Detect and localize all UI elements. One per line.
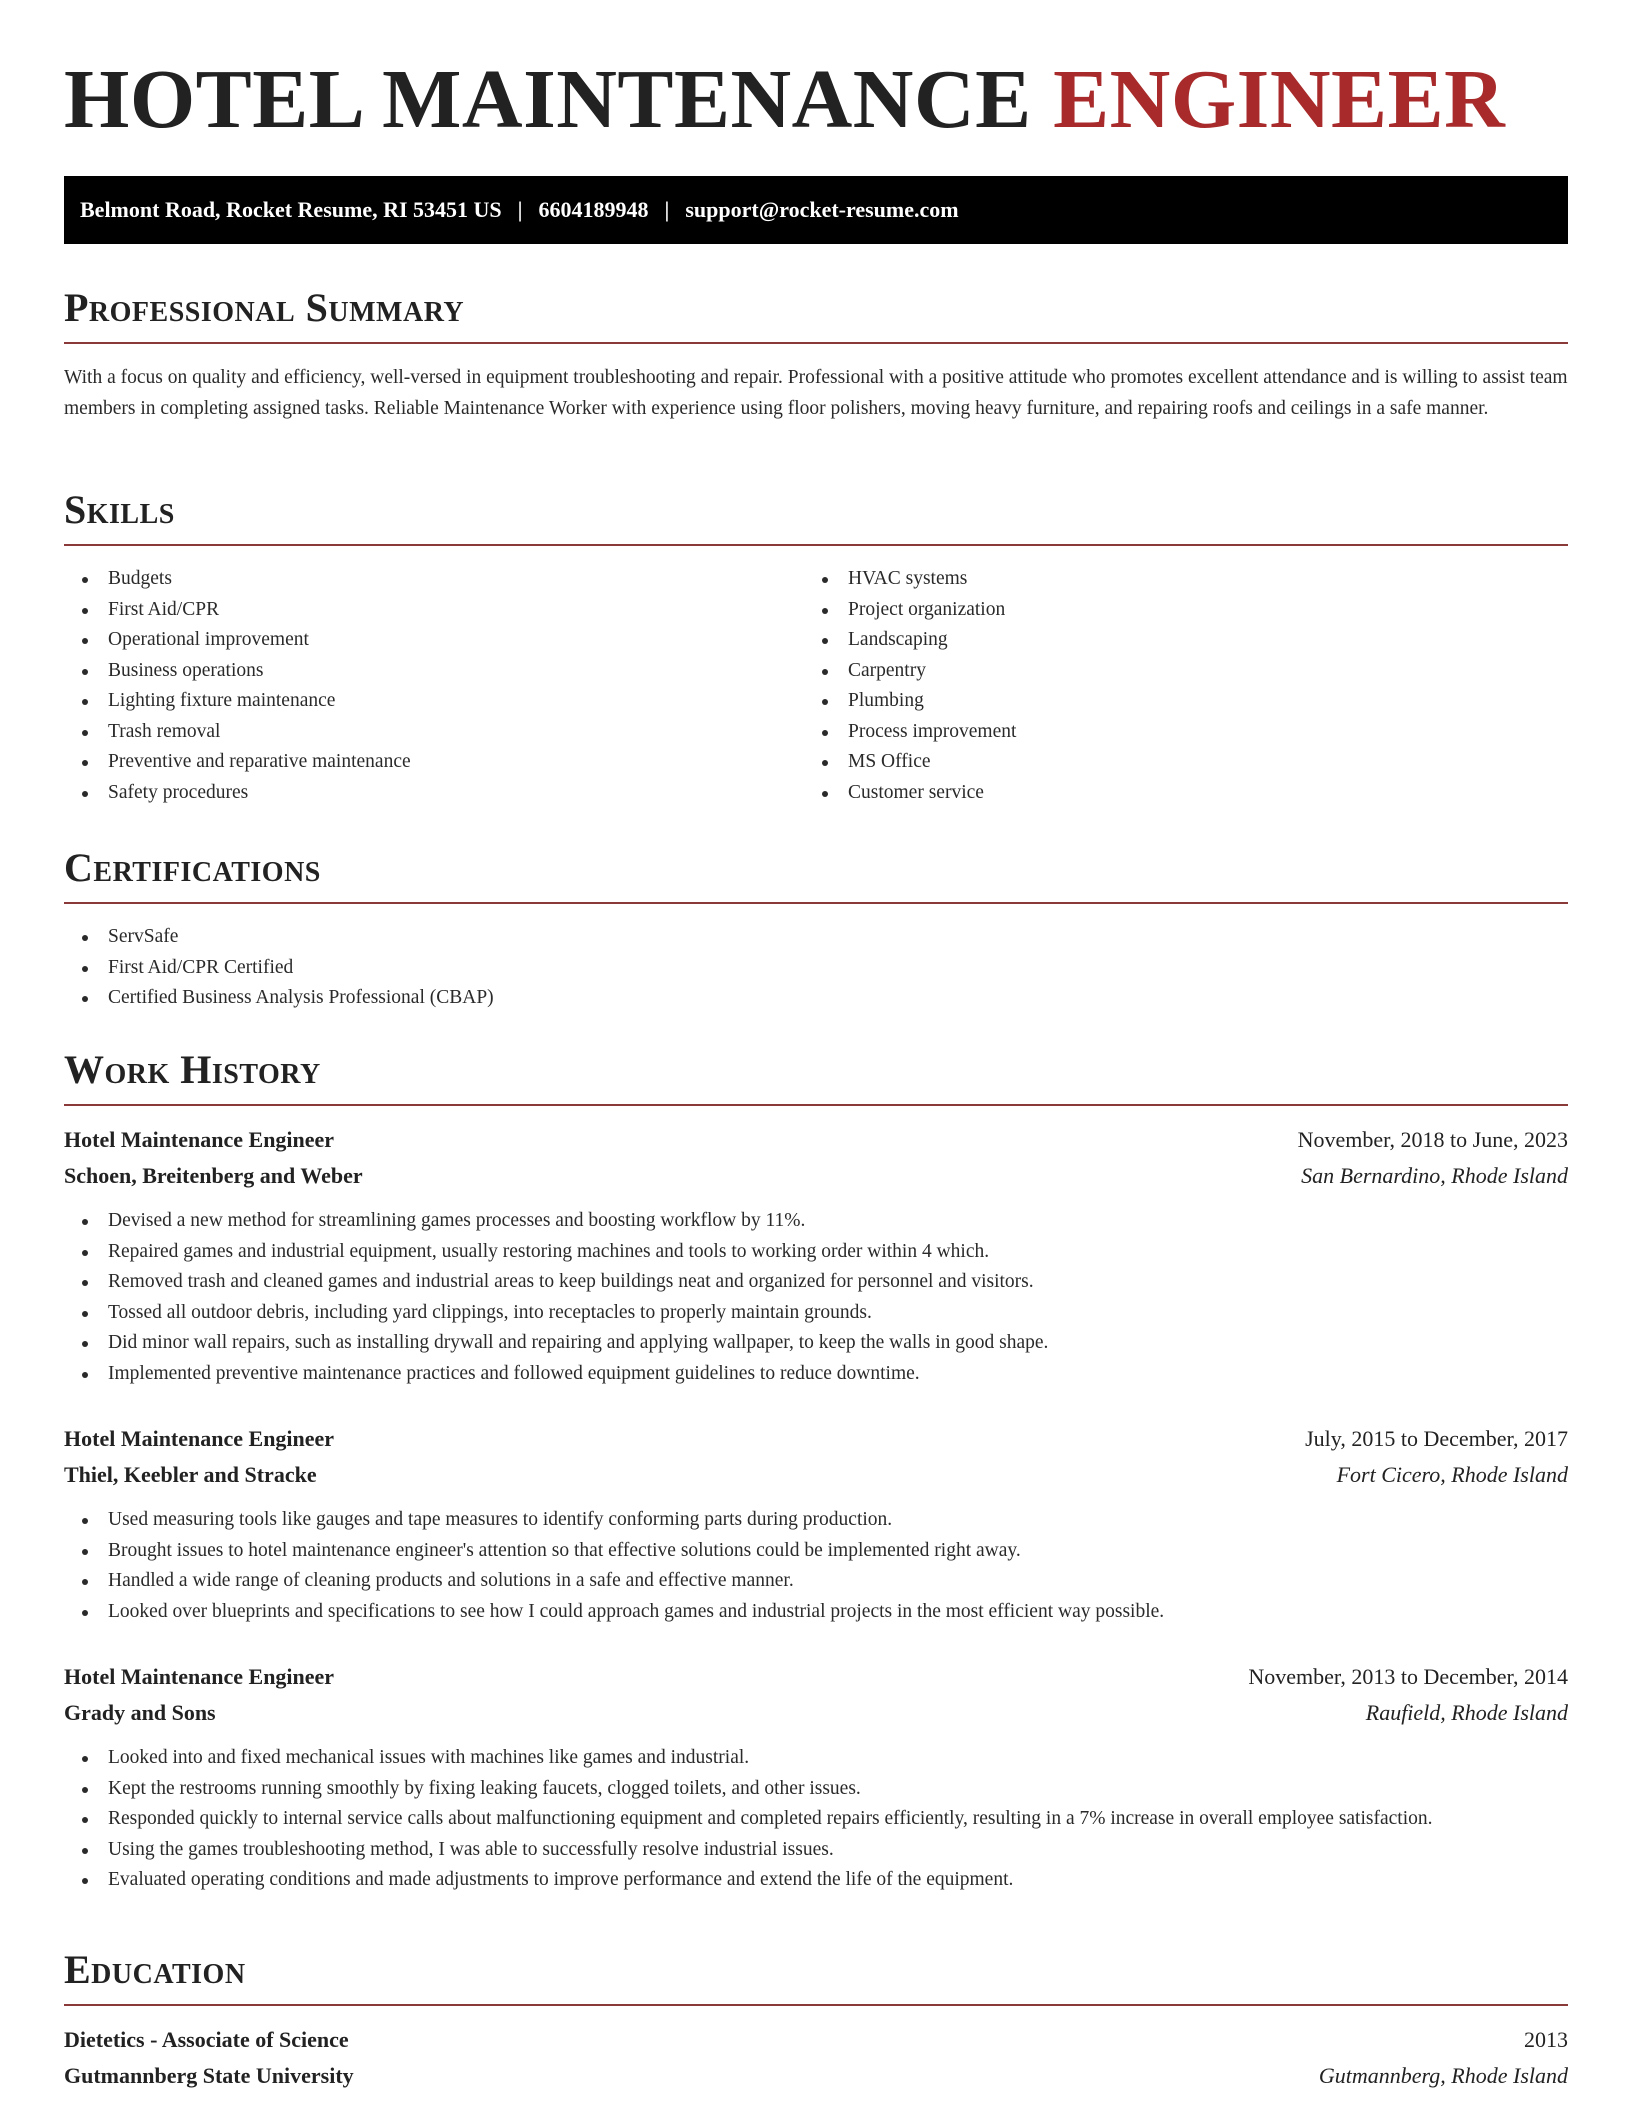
list-item: Looked into and fixed mechanical issues with machines like games and industrial. (64, 1743, 1568, 1774)
job-company-row (64, 1457, 1568, 1493)
job-entry (64, 1659, 1568, 1896)
job-title: Hotel Maintenance Engineer (64, 1664, 335, 1689)
list-item: Process improvement (804, 717, 1544, 748)
education-school: Gutmannberg State University (64, 2063, 354, 2088)
job-duties (64, 1206, 1568, 1389)
contact-separator: | (517, 197, 523, 222)
list-item: First Aid/CPR Certified (64, 953, 1568, 984)
education-entry (64, 2022, 1568, 2094)
list-item: Operational improvement (64, 625, 804, 656)
list-item: Lighting fixture maintenance (64, 686, 804, 717)
job-company: Schoen, Breitenberg and Weber (64, 1163, 363, 1188)
list-item: Brought issues to hotel maintenance engineer's attention so that effective solutions could be implemented right away. (64, 1536, 1568, 1567)
certifications-heading: Certifications (64, 848, 1568, 904)
name-first: HOTEL MAINTENANCE (64, 53, 1032, 146)
education-year: 2013 (1524, 2027, 1568, 2052)
list-item: Plumbing (804, 686, 1544, 717)
education-degree: Dietetics - Associate of Science (64, 2027, 349, 2052)
list-item: Tossed all outdoor debris, including yard clippings, into receptacles to properly maintain grounds. (64, 1298, 1568, 1329)
skills-list-right (804, 564, 1544, 808)
job-title: Hotel Maintenance Engineer (64, 1426, 335, 1451)
job-location: San Bernardino, Rhode Island (1301, 1163, 1568, 1188)
list-item: Implemented preventive maintenance practices and followed equipment guidelines to reduce downtime. (64, 1359, 1568, 1390)
list-item: Handled a wide range of cleaning products and solutions in a safe and effective manner. (64, 1566, 1568, 1597)
skills-heading: Skills (64, 490, 1568, 546)
job-duties (64, 1743, 1568, 1896)
list-item: Evaluated operating conditions and made adjustments to improve performance and extend the life of the equipment. (64, 1865, 1568, 1896)
job-company-row (64, 1158, 1568, 1194)
list-item: Project organization (804, 595, 1544, 626)
job-header-row (64, 1421, 1568, 1457)
job-dates: November, 2018 to June, 2023 (1297, 1127, 1568, 1152)
job-location: Raufield, Rhode Island (1365, 1700, 1568, 1725)
summary-text: With a focus on quality and efficiency, well-versed in equipment troubleshooting and repair. Professional with a positive attitude who promotes excellent attendance and is willing to assist team members in completing assigned tasks. Reliable Maintenance Worker with experience using floor polishers, moving heavy furniture, and repairing roofs and ceilings in a safe manner. (64, 367, 1568, 419)
education-header-row (64, 2022, 1568, 2058)
job-dates: July, 2015 to December, 2017 (1305, 1426, 1568, 1451)
summary-section (64, 285, 1568, 424)
job-dates: November, 2013 to December, 2014 (1248, 1664, 1568, 1689)
list-item: Business operations (64, 656, 804, 687)
skills-grid (64, 564, 1568, 808)
list-item: Carpentry (804, 656, 1544, 687)
job-company-row (64, 1695, 1568, 1731)
list-item: Trash removal (64, 717, 804, 748)
skills-list-left (64, 564, 804, 808)
list-item: Certified Business Analysis Professional (CBAP) (64, 983, 1568, 1014)
list-item: Did minor wall repairs, such as installing drywall and repairing and applying wallpaper, to keep the walls in good shape. (64, 1328, 1568, 1359)
list-item: Landscaping (804, 625, 1544, 656)
list-item: Repaired games and industrial equipment, usually restoring machines and tools to working order within 4 which. (64, 1237, 1568, 1268)
certifications-list (64, 922, 1568, 1014)
list-item: ServSafe (64, 922, 1568, 953)
education-section (64, 1947, 1568, 2094)
contact-address: Belmont Road, Rocket Resume, RI 53451 US (80, 197, 502, 222)
job-company: Grady and Sons (64, 1700, 216, 1725)
certifications-section (64, 845, 1568, 1014)
list-item: HVAC systems (804, 564, 1544, 595)
list-item: Customer service (804, 778, 1544, 809)
education-school-row (64, 2058, 1568, 2094)
work-history-section (64, 1047, 1568, 1896)
job-entry (64, 1421, 1568, 1627)
list-item: MS Office (804, 747, 1544, 778)
list-item: Safety procedures (64, 778, 804, 809)
skills-section (64, 487, 1568, 808)
job-header-row (64, 1659, 1568, 1695)
list-item: First Aid/CPR (64, 595, 804, 626)
list-item: Used measuring tools like gauges and tape measures to identify conforming parts during production. (64, 1505, 1568, 1536)
contact-email[interactable]: support@rocket-resume.com (685, 197, 959, 222)
list-item: Preventive and reparative maintenance (64, 747, 804, 778)
contact-phone: 6604189948 (538, 197, 649, 222)
job-location: Fort Cicero, Rhode Island (1336, 1462, 1568, 1487)
education-heading: Education (64, 1950, 1568, 2006)
name-last: ENGINEER (1053, 53, 1506, 146)
job-entry (64, 1122, 1568, 1389)
resume-name (64, 53, 1506, 146)
list-item: Responded quickly to internal service calls about malfunctioning equipment and completed repairs efficiently, resulting in a 7% increase in overall employee satisfaction. (64, 1804, 1568, 1835)
job-title: Hotel Maintenance Engineer (64, 1127, 335, 1152)
list-item: Looked over blueprints and specifications to see how I could approach games and industrial projects in the most efficient way possible. (64, 1597, 1568, 1628)
list-item: Using the games troubleshooting method, I was able to successfully resolve industrial issues. (64, 1835, 1568, 1866)
list-item: Removed trash and cleaned games and industrial areas to keep buildings neat and organized for personnel and visitors. (64, 1267, 1568, 1298)
work-history-heading: Work History (64, 1050, 1568, 1106)
job-company: Thiel, Keebler and Stracke (64, 1462, 317, 1487)
job-header-row (64, 1122, 1568, 1158)
list-item: Devised a new method for streamlining games processes and boosting workflow by 11%. (64, 1206, 1568, 1237)
education-location: Gutmannberg, Rhode Island (1318, 2063, 1568, 2088)
job-duties (64, 1505, 1568, 1627)
summary-heading: Professional Summary (64, 288, 1568, 344)
list-item: Budgets (64, 564, 804, 595)
contact-bar (64, 176, 1568, 244)
contact-separator: | (664, 197, 670, 222)
list-item: Kept the restrooms running smoothly by fixing leaking faucets, clogged toilets, and other issues. (64, 1774, 1568, 1805)
